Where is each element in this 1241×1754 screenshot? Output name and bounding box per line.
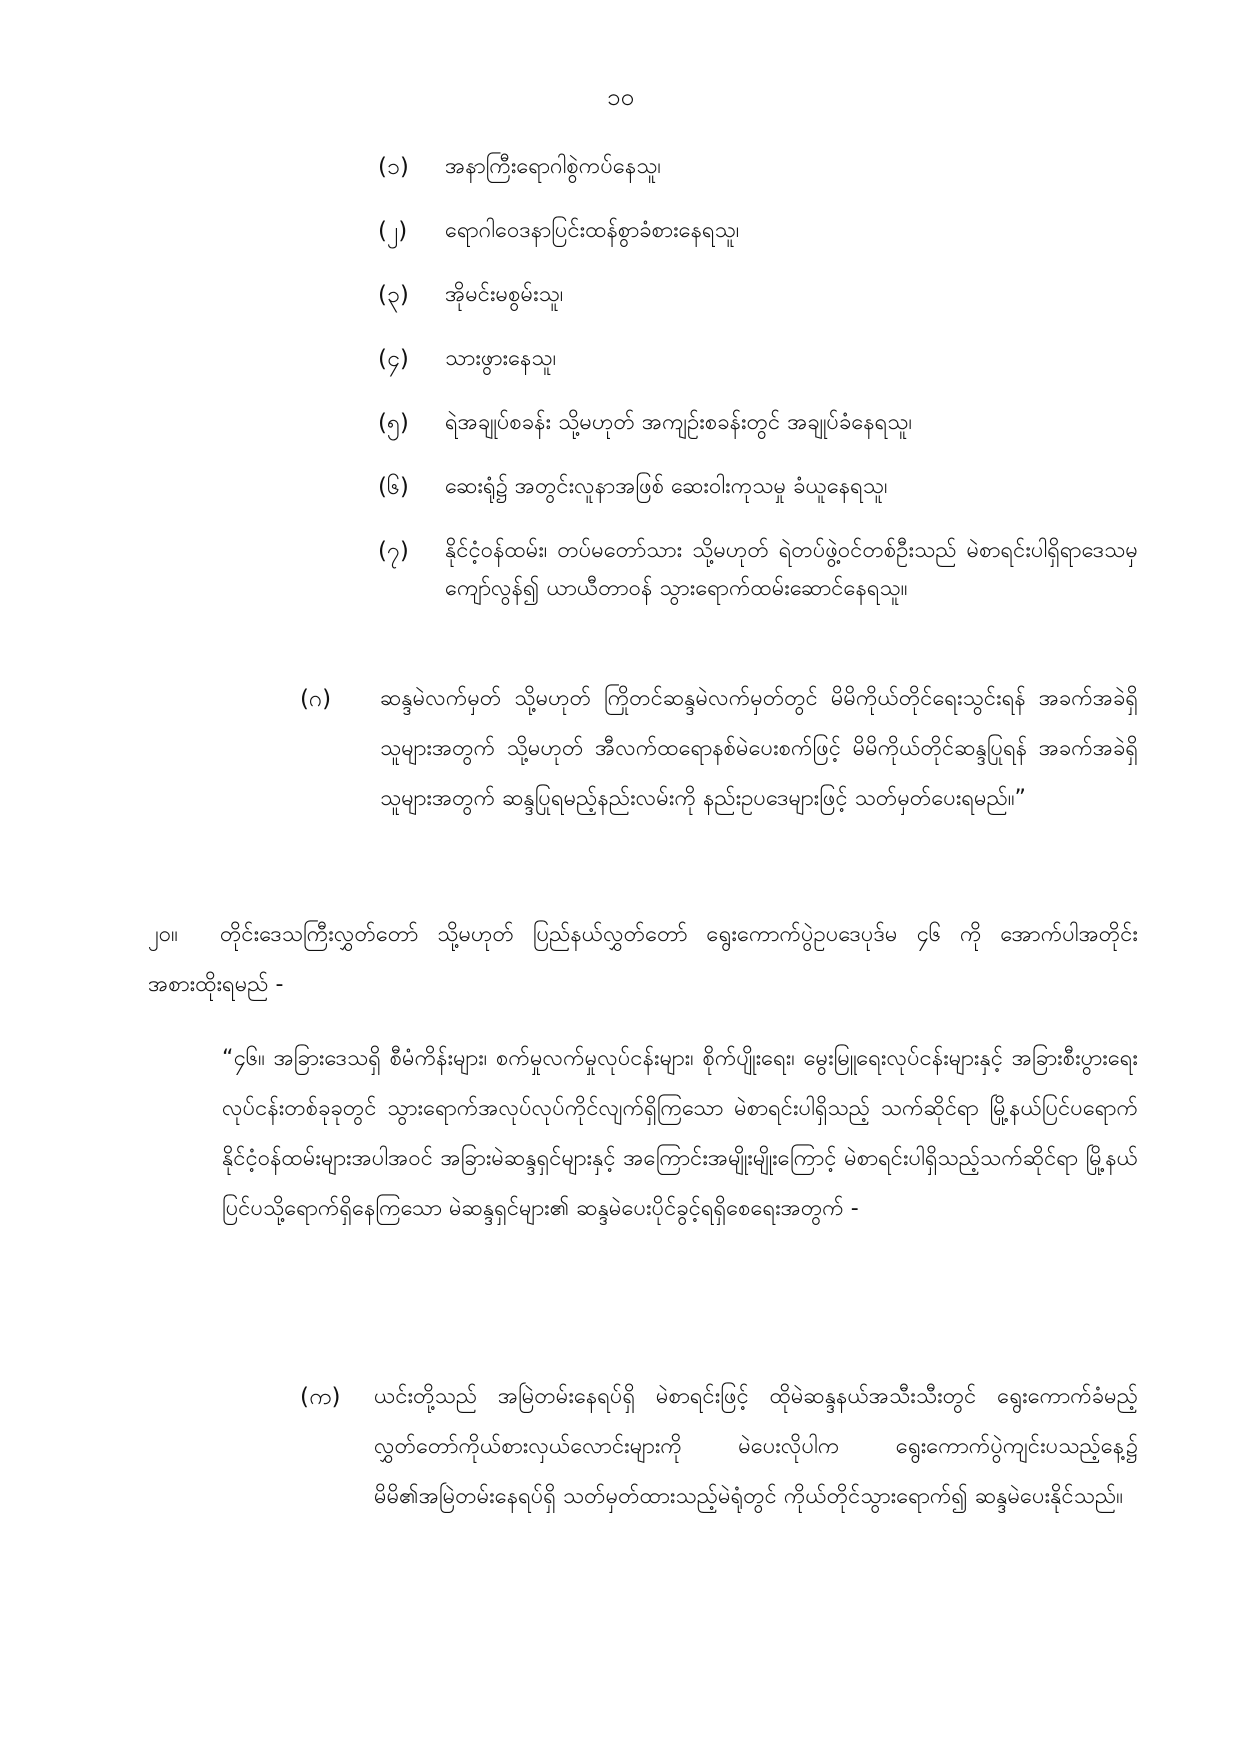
list-item-number: (၅) (378, 410, 409, 436)
clause-text: ယင်းတို့သည် အမြဲတမ်းနေရပ်ရှိ မဲစာရင်းဖြင့် ထိုမဲဆန္ဒနယ်အသီးသီးတွင် ရွေးကောက်ခံမည့် လွှတ်တော်ကိုယ်စားလှယ်လောင်းများကို မဲပေးလိုပါက ရွေးကောက်ပွဲကျင်းပသည့်နေ့၌ မိမိ၏အမြဲတမ်းနေရပ်ရှိ သတ်မှတ်ထားသည့်မဲရုံတွင် ကိုယ်တိုင်သွားရောက်၍ ဆန္ဒမဲပေးနိုင်သည်။ (374, 1384, 1138, 1509)
list-item-text: ဆေးရုံ၌ အတွင်းလူနာအဖြစ် ဆေးဝါးကုသမှု ခံယူနေရသူ၊ (445, 474, 888, 499)
list-item (378, 148, 1138, 186)
list-item-number: (၆) (378, 474, 409, 500)
page-number: ၁၀ (607, 83, 634, 111)
list-item-text: အနာကြီးရောဂါစွဲကပ်နေသူ၊ (445, 154, 661, 179)
clause-text: ဆန္ဒမဲလက်မှတ် သို့မဟုတ် ကြိုတင်ဆန္ဒမဲလက်မှတ်တွင် မိမိကိုယ်တိုင်ရေးသွင်းရန် အခက်အခဲရှိသူများအတွက် သို့မဟုတ် အီလက်ထရောနစ်မဲပေးစက်ဖြင့် မိမိကိုယ်တိုင်ဆန္ဒပြုရန် အခက်အခဲရှိသူများအတွက် ဆန္ဒပြုရမည့်နည်းလမ်းကို နည်းဥပဒေများဖြင့် သတ်မှတ်ပေးရမည်။” (380, 686, 1138, 811)
list-item (378, 404, 1138, 442)
list-item (378, 212, 1138, 250)
list-item-text: နိုင်ငံ့ဝန်ထမ်း၊ တပ်မတော်သား သို့မဟုတ် ရဲတပ်ဖွဲ့ဝင်တစ်ဦးသည် မဲစာရင်းပါရှိရာဒေသမှ ကျော်လွန်၍ ယာယီတာဝန် သွားရောက်ထမ်းဆောင်နေရသူ။ (445, 538, 1138, 601)
list-item (378, 276, 1138, 314)
list-item-number: (၄) (378, 346, 409, 372)
clause-number: (က) (300, 1384, 341, 1410)
clause-ka (300, 1372, 1138, 1522)
section-20-paragraph (148, 910, 1138, 1010)
list-item-text: ရောဂါဝေဒနာပြင်းထန်စွာခံစားနေရသူ၊ (445, 218, 740, 243)
list-item-text: ရဲအချုပ်စခန်း သို့မဟုတ် အကျဉ်းစခန်းတွင် အချုပ်ခံနေရသူ၊ (445, 410, 913, 435)
list-item (378, 340, 1138, 378)
list-item (378, 468, 1138, 506)
sub-item-list (378, 148, 1138, 634)
list-item (378, 532, 1138, 608)
list-item-number: (၂) (378, 218, 408, 244)
list-item-number: (၁) (378, 154, 409, 180)
list-item-text: အိုမင်းမစွမ်းသူ၊ (445, 282, 564, 307)
section-number: ၂၀။ (148, 922, 178, 947)
section-text: တိုင်းဒေသကြီးလွှတ်တော် သို့မဟုတ် ပြည်နယ်လွှတ်တော် ရွေးကောက်ပွဲဥပဒေပုဒ်မ ၄၆ ကို အောက်ပါအတိုင်း အစားထိုးရမည် - (148, 922, 1138, 997)
clause-ga (300, 674, 1138, 824)
list-item-text: သားဖွားနေသူ၊ (445, 346, 557, 371)
clause-number: (ဂ) (300, 686, 332, 712)
section-46-quoted-paragraph: “၄၆။ အခြားဒေသရှိ စီမံကိန်းများ၊ စက်မှုလက်မှုလုပ်ငန်းများ၊ စိုက်ပျိုးရေး၊ မွေးမြူရေးလုပ်ငန်းများနှင့် အခြားစီးပွားရေးလုပ်ငန်းတစ်ခုခုတွင် သွားရောက်အလုပ်လုပ်ကိုင်လျက်ရှိကြသော မဲစာရင်းပါရှိသည့် သက်ဆိုင်ရာ မြို့နယ်ပြင်ပရောက် နိုင်ငံ့ဝန်ထမ်းများအပါအဝင် အခြားမဲဆန္ဒရှင်များနှင့် အကြောင်းအမျိုးမျိုးကြောင့် မဲစာရင်းပါရှိသည့်သက်ဆိုင်ရာ မြို့နယ်ပြင်ပသို့ရောက်ရှိနေကြသော မဲဆန္ဒရှင်များ၏ ဆန္ဒမဲပေးပိုင်ခွင့်ရရှိစေရေးအတွက် - (222, 1046, 1138, 1221)
list-item-number: (၇) (378, 538, 409, 564)
list-item-number: (၃) (378, 282, 409, 308)
